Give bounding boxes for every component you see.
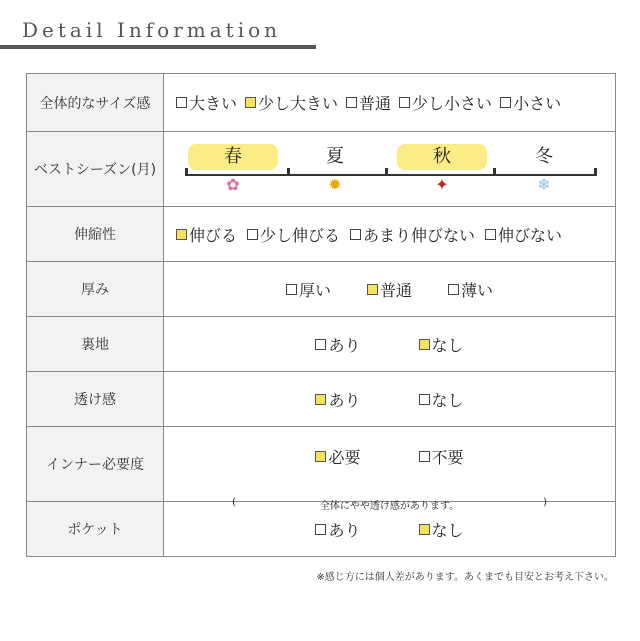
unchecked-box-icon <box>419 394 430 405</box>
timeline-tick <box>493 168 496 176</box>
options-lining <box>164 333 615 356</box>
season-autumn <box>397 144 487 193</box>
option-sheerness-0 <box>315 388 360 411</box>
page-title: Detail Information <box>22 18 282 42</box>
unchecked-box-icon <box>176 97 187 108</box>
option-label: 普通 <box>379 280 412 300</box>
option-label: 少し小さい <box>412 94 493 113</box>
row-label-thickness: 厚み <box>27 262 164 317</box>
season-name: 冬 <box>535 146 553 167</box>
footnote: ※感じ方には個人差があります。あくまでも目安とお考え下さい。 <box>316 572 614 583</box>
option-label: 薄い <box>461 280 494 300</box>
header-underline <box>0 45 316 49</box>
row-value-pocket <box>164 502 616 557</box>
unchecked-box-icon <box>485 229 496 240</box>
option-size-feel-2 <box>346 91 391 114</box>
unchecked-box-icon <box>286 284 297 295</box>
row-value-best-season <box>164 132 616 207</box>
option-label: 普通 <box>359 94 392 113</box>
row-value-lining <box>164 317 616 372</box>
options-thickness <box>164 278 615 301</box>
season-timeline <box>164 132 615 206</box>
row-label-pocket: ポケット <box>27 502 164 557</box>
option-stretch-2 <box>350 223 475 246</box>
checked-box-icon <box>315 451 326 462</box>
option-thickness-2 <box>448 278 493 301</box>
row-label-sheerness: 透け感 <box>27 372 164 427</box>
option-sheerness-1 <box>419 388 464 411</box>
maple-leaf-icon: ✦ <box>435 175 449 194</box>
unchecked-box-icon <box>419 451 430 462</box>
option-label: なし <box>431 520 464 540</box>
options-pocket <box>164 518 615 541</box>
option-label: なし <box>431 390 464 410</box>
option-lining-0 <box>315 333 360 356</box>
checked-box-icon <box>419 339 430 350</box>
option-pocket-0 <box>315 518 360 541</box>
unchecked-box-icon <box>346 97 357 108</box>
row-label-size-feel: 全体的なサイズ感 <box>27 74 164 132</box>
option-stretch-0 <box>176 223 237 246</box>
checked-box-icon <box>367 284 378 295</box>
checked-box-icon <box>245 97 256 108</box>
row-label-lining: 裏地 <box>27 317 164 372</box>
option-inner-needed-0 <box>315 445 360 468</box>
option-label: 少し大きい <box>258 94 339 113</box>
option-thickness-1 <box>367 278 412 301</box>
row-label-stretch: 伸縮性 <box>27 207 164 262</box>
detail-table <box>26 73 616 557</box>
row-label-best-season: ベストシーズン(月) <box>27 132 164 207</box>
row-value-stretch <box>164 207 616 262</box>
option-label: 少し伸びる <box>260 225 341 245</box>
row-value-sheerness <box>164 372 616 427</box>
option-label: 必要 <box>328 448 361 467</box>
option-stretch-1 <box>247 223 340 246</box>
option-label: なし <box>431 335 464 355</box>
timeline-tick <box>594 168 597 176</box>
checked-box-icon <box>176 229 187 240</box>
row-value-inner-needed <box>164 427 616 512</box>
option-label: あまり伸びない <box>363 225 476 245</box>
unchecked-box-icon <box>315 524 326 535</box>
option-thickness-0 <box>286 278 331 301</box>
options-stretch <box>164 223 615 246</box>
unchecked-box-icon <box>247 229 258 240</box>
option-label: 小さい <box>513 94 562 113</box>
snowflake-icon: ❄ <box>537 175 551 194</box>
option-size-feel-1 <box>245 91 338 114</box>
timeline-tick <box>385 168 388 176</box>
option-lining-1 <box>419 333 464 356</box>
option-label: 不要 <box>431 448 464 467</box>
options-size-feel <box>164 91 615 114</box>
option-size-feel-0 <box>176 91 237 114</box>
row-value-size-feel <box>164 74 616 132</box>
option-pocket-1 <box>419 518 464 541</box>
options-sheerness <box>164 388 615 411</box>
unchecked-box-icon <box>315 339 326 350</box>
season-winter <box>499 144 589 193</box>
note-paren-close: ) <box>543 497 547 508</box>
option-label: 伸びない <box>498 225 563 245</box>
option-size-feel-4 <box>500 91 561 114</box>
checked-box-icon <box>315 394 326 405</box>
unchecked-box-icon <box>448 284 459 295</box>
checked-box-icon <box>419 524 430 535</box>
note-paren-open: ( <box>232 497 236 508</box>
row-value-thickness <box>164 262 616 317</box>
option-label: 大きい <box>189 94 238 113</box>
row-label-inner-needed: インナー必要度 <box>27 427 164 502</box>
option-label: 伸びる <box>189 225 238 245</box>
option-inner-needed-1 <box>419 445 464 468</box>
option-label: あり <box>328 335 361 355</box>
option-label: あり <box>328 520 361 540</box>
unchecked-box-icon <box>399 97 410 108</box>
season-name: 夏 <box>326 146 344 167</box>
sakura-icon: ✿ <box>226 175 240 194</box>
option-size-feel-3 <box>399 91 492 114</box>
option-stretch-3 <box>485 223 562 246</box>
unchecked-box-icon <box>500 97 511 108</box>
season-summer <box>290 144 380 193</box>
option-label: 厚い <box>298 280 331 300</box>
season-name: 秋 <box>397 144 487 170</box>
season-name: 春 <box>188 144 278 170</box>
header <box>0 0 640 60</box>
unchecked-box-icon <box>350 229 361 240</box>
sunflower-icon: ✹ <box>328 175 342 194</box>
options-inner-needed <box>164 445 615 468</box>
option-label: あり <box>328 390 361 410</box>
season-spring <box>188 144 278 193</box>
note-text: 全体にやや透け感があります。 <box>319 501 460 512</box>
